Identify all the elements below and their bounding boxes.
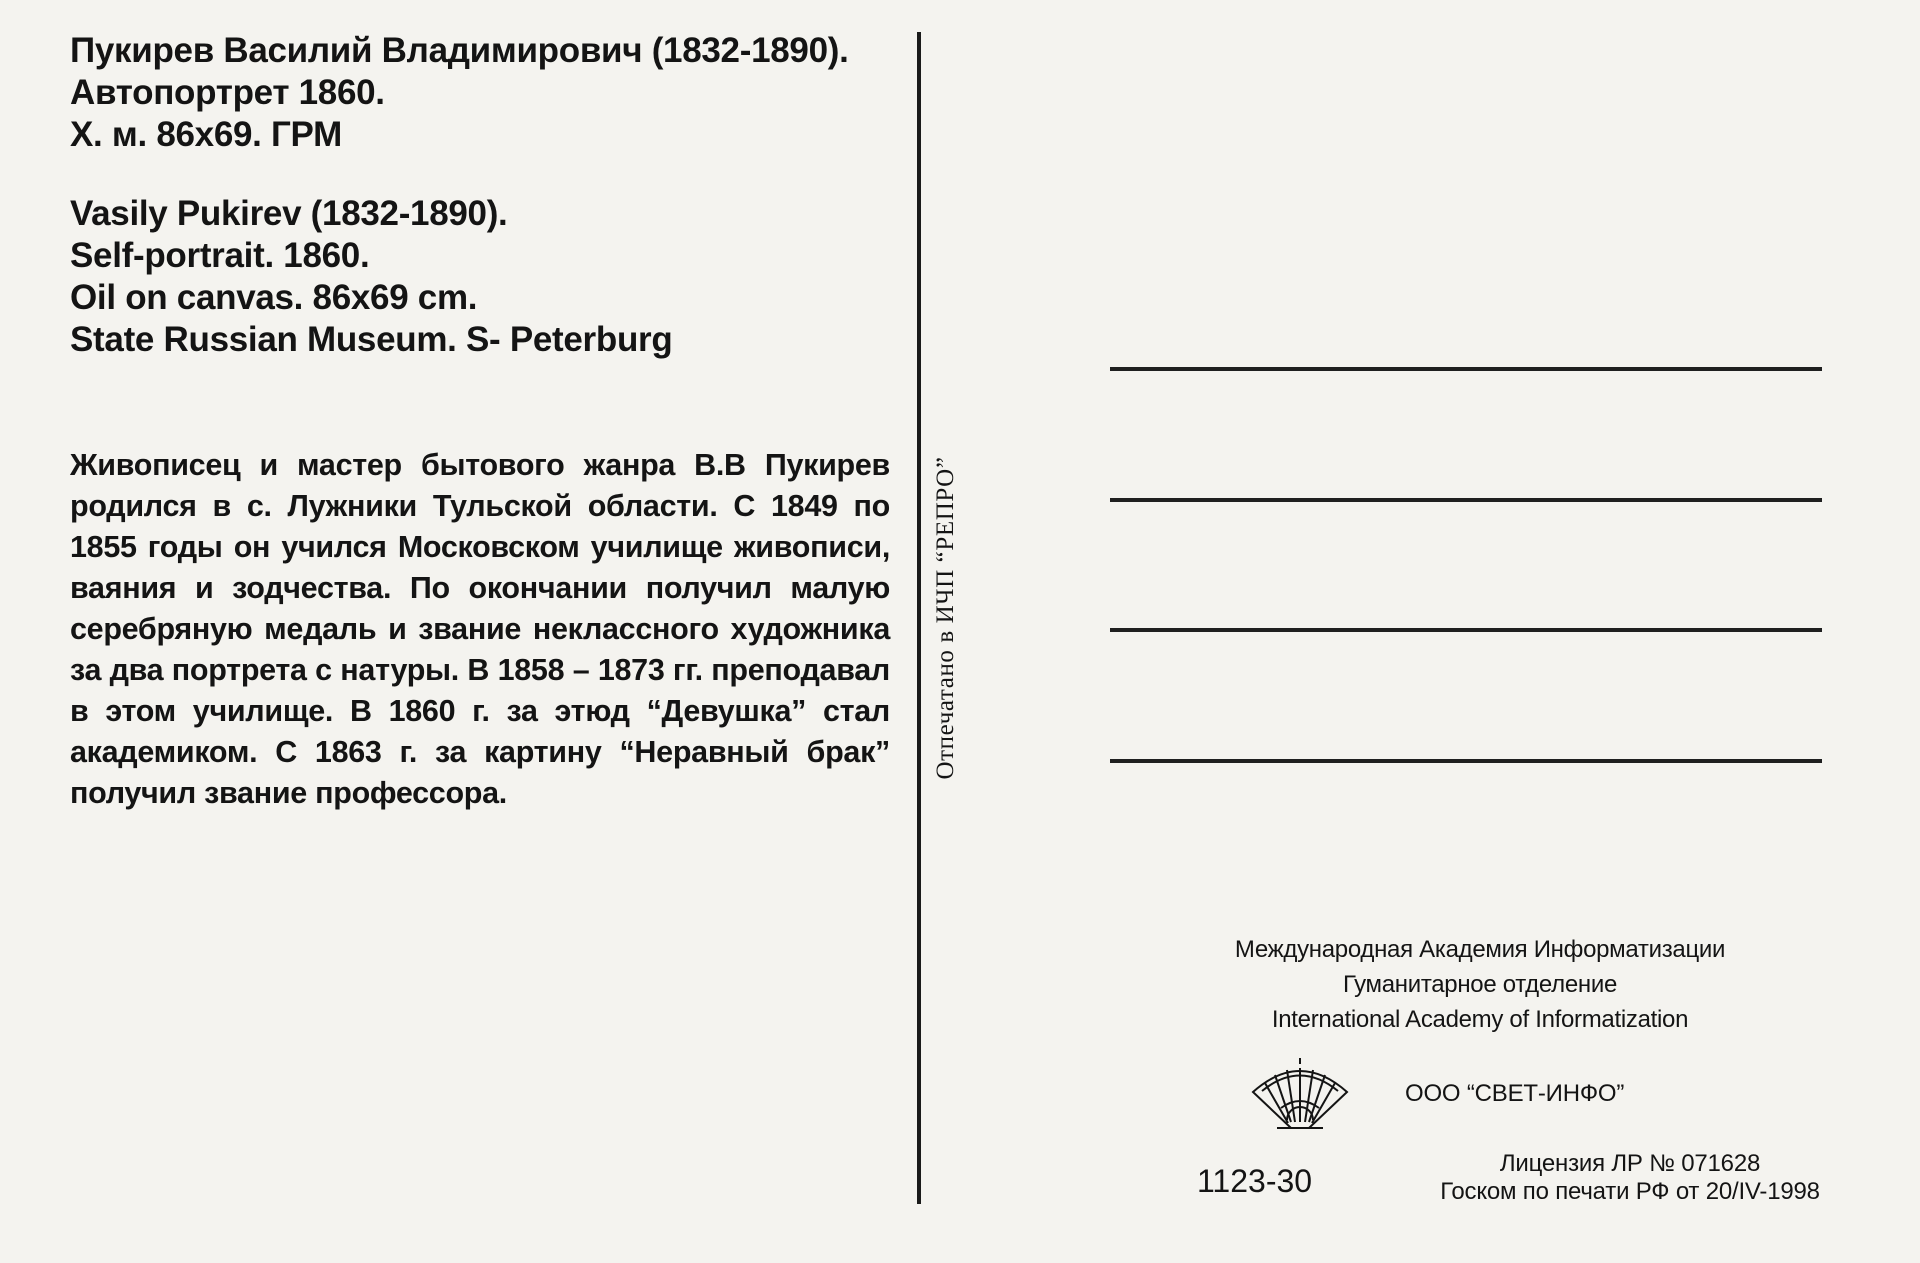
license-issuer: Госком по печати РФ от 20/IV-1998 <box>1440 1178 1820 1205</box>
caption-english <box>70 193 672 361</box>
caption-ru-medium: Х. м. 86х69. ГРМ <box>70 115 342 154</box>
publisher-department: Гуманитарное отделение <box>1343 971 1617 998</box>
company-name: ООО “СВЕТ-ИНФО” <box>1405 1080 1625 1107</box>
caption-en-medium: Oil on canvas. 86x69 cm. <box>70 278 478 317</box>
caption-en-museum: State Russian Museum. S- Peterburg <box>70 320 673 359</box>
address-line <box>1110 498 1822 502</box>
license-block <box>1420 1150 1840 1206</box>
publisher-name-ru: Международная Академия Информатизации <box>1234 936 1726 963</box>
address-line <box>1110 759 1822 763</box>
caption-russian <box>70 30 849 156</box>
center-divider <box>917 32 921 1204</box>
caption-en-author: Vasily Pukirev (1832-1890). <box>70 194 508 233</box>
address-line <box>1110 628 1822 632</box>
publisher-name-en: International Academy of Informatization <box>1271 1006 1689 1033</box>
caption-en-title: Self-portrait. 1860. <box>70 236 370 275</box>
card-code: 1123-30 <box>1197 1163 1313 1199</box>
publisher-block <box>1180 932 1780 1037</box>
caption-ru-author: Пукирев Василий Владимирович (1832-1890). <box>70 31 849 70</box>
biography-text: Живописец и мастер бытового жанра В.В Пукирев родился в с. Лужники Тульской области. С 1849 по 1855 годы он учился Московском училище живописи, ваяния и зодчества. По окончании получил малую серебряную медаль и звание неклассного художника за два портрета с натуры. В 1858 – 1873 гг. преподавал в этом училище. В 1860 г. за этюд “Девушка” стал академиком. С 1863 г. за картину “Неравный брак” получил звание профессора. <box>70 448 890 810</box>
printer-imprint: Отпечатано в ИЧП “РЕПРО” <box>932 456 959 780</box>
caption-ru-title: Автопортрет 1860. <box>70 73 385 112</box>
license-number: Лицензия ЛР № 071628 <box>1499 1150 1761 1177</box>
address-line <box>1110 367 1822 371</box>
fan-icon <box>1245 1058 1355 1138</box>
